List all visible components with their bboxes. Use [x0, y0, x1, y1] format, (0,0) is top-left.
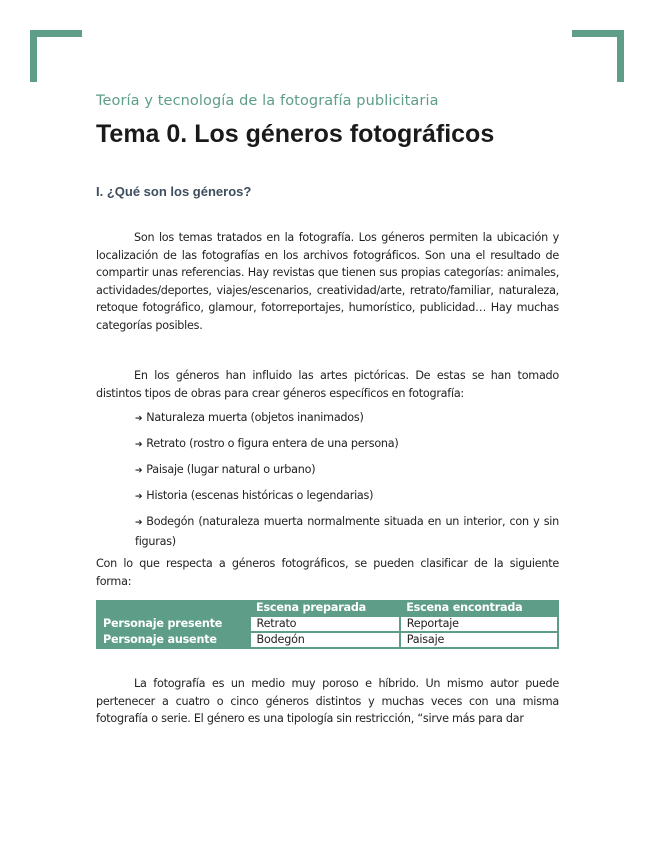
genre-classification-table — [96, 600, 559, 649]
paragraph-hybrid-medium: La fotografía es un medio muy poroso e híbrido. Un mismo autor puede pertenecer a cuatro o cinco géneros distintos y muchas veces con una misma fotografía o serie. El género es una tipología sin restricción, “sirve más para dar — [96, 677, 559, 725]
table-row — [97, 616, 559, 632]
corner-bracket-left-vertical — [30, 30, 37, 82]
list-item: ➔ Bodegón (naturaleza muerta normalmente situada en un interior, con y sin figuras) — [135, 515, 559, 548]
corner-bracket-left-horizontal — [30, 30, 82, 37]
table-cell: Retrato — [250, 616, 400, 632]
column-header: Escena preparada — [250, 601, 400, 617]
table-row — [97, 632, 559, 648]
paragraph-definition: Son los temas tratados en la fotografía. Los géneros permiten la ubicación y localización de las fotografías en los archivos fotográficos. Son una el resultado de compartir unas referencias. Hay revistas que tienen sus propias categorías: animales, actividades/deportes, viajes/escenarios, creatividad/arte, retrato/familiar, naturaleza, retoque fotográfico, glamour, fotorreportajes, humorístico, publicidad… Hay muchas categorías posibles. — [96, 231, 559, 332]
table-cell: Bodegón — [250, 632, 400, 648]
row-header: Personaje ausente — [97, 632, 250, 648]
arrow-right-icon: ➔ — [135, 414, 143, 424]
arrow-right-icon: ➔ — [135, 466, 143, 476]
paragraph-classification: Con lo que respecta a géneros fotográficos, se pueden clasificar de la siguiente forma: — [96, 557, 559, 588]
table-header-row — [97, 601, 559, 617]
arrow-right-icon: ➔ — [135, 518, 143, 528]
section-heading: I. ¿Qué son los géneros? — [96, 184, 252, 199]
list-item: ➔ Paisaje (lugar natural o urbano) — [135, 463, 316, 476]
arrow-right-icon: ➔ — [135, 492, 143, 502]
list-item: ➔ Retrato (rostro o figura entera de una persona) — [135, 437, 399, 450]
row-header: Personaje presente — [97, 616, 250, 632]
list-item: ➔ Historia (escenas históricas o legendarias) — [135, 489, 374, 502]
corner-bracket-right-vertical — [617, 30, 624, 82]
arrow-right-icon: ➔ — [135, 440, 143, 450]
list-item: ➔ Naturaleza muerta (objetos inanimados) — [135, 411, 364, 424]
table-corner-cell — [97, 601, 250, 617]
document-subtitle: Teoría y tecnología de la fotografía publicitaria — [96, 93, 439, 109]
paragraph-pictorial-influence: En los géneros han influido las artes pictóricas. De estas se han tomado distintos tipos de obras para crear géneros específicos en fotografía: — [96, 369, 559, 400]
table-cell: Reportaje — [400, 616, 558, 632]
page-title: Tema 0. Los géneros fotográficos — [96, 120, 495, 148]
column-header: Escena encontrada — [400, 601, 558, 617]
table-cell: Paisaje — [400, 632, 558, 648]
